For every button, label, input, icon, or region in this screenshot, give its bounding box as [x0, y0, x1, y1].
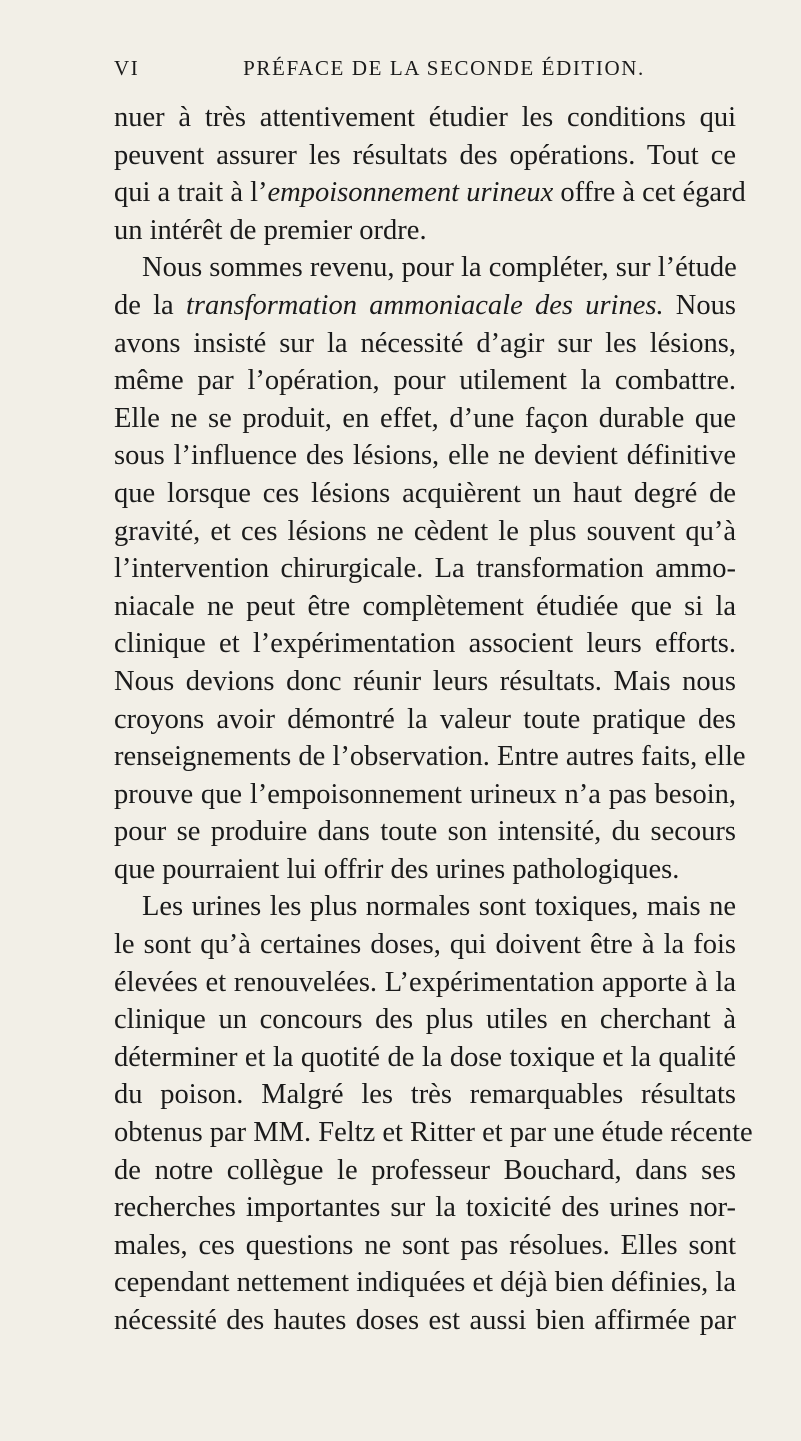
text-segment: clinique et l’expérimentation associent leurs efforts. [114, 628, 736, 660]
text-segment: déterminer et la quotité de la dose toxique et la qualité [114, 1041, 736, 1073]
text-segment: Nous sommes revenu, pour la compléter, sur l’étude [142, 252, 737, 284]
text-segment: gravité, et ces lésions ne cèdent le plus souvent qu’à [114, 515, 736, 547]
text-line [114, 137, 736, 175]
text-segment: peuvent assurer les résultats des opérations. Tout ce [114, 139, 736, 171]
text-segment: recherches importantes sur la toxicité des urines nor- [114, 1192, 736, 1224]
text-segment: niacale ne peut être complètement étudiée que si la [114, 590, 736, 622]
text-line [114, 926, 736, 964]
text-line [114, 813, 736, 851]
text-line [114, 588, 736, 626]
text-segment: offre à cet égard [553, 177, 746, 209]
text-segment: cependant nettement indiquées et déjà bien définies, la [114, 1267, 737, 1299]
text-line [114, 174, 746, 212]
text-line [114, 663, 736, 701]
text-line [114, 99, 736, 137]
text-line [114, 325, 736, 363]
text-line [114, 212, 736, 250]
text-line [114, 437, 736, 475]
text-segment: du poison. Malgré les très remarquables résultats [114, 1079, 736, 1111]
page-number: VI [114, 56, 140, 80]
text-line [114, 1227, 736, 1265]
text-segment: élevées et renouvelées. L’expérimentation apporte à la [114, 966, 736, 998]
text-segment: sous l’influence des lésions, elle ne devient définitive [114, 440, 736, 472]
text-segment: un intérêt de premier ordre. [114, 214, 427, 246]
text-segment: l’intervention chirurgicale. La transformation ammo- [114, 553, 736, 585]
text-segment: le sont qu’à certaines doses, qui doivent être à la fois [114, 929, 736, 961]
text-segment: avons insisté sur la nécessité d’agir sur les lésions, [114, 327, 736, 359]
text-segment: de la [114, 289, 186, 321]
text-segment: même par l’opération, pour utilement la combattre. [114, 365, 736, 397]
text-segment: que lorsque ces lésions acquièrent un haut degré de [114, 477, 736, 509]
italic-text: transformation ammoniacale des urines. [185, 289, 664, 321]
text-segment: Nous devions donc réunir leurs résultats. Mais nous [114, 665, 736, 697]
text-line [114, 550, 736, 588]
text-line [114, 1264, 736, 1302]
text-line [114, 400, 736, 438]
running-head [114, 56, 734, 86]
text-segment: prouve que l’empoisonnement urineux n’a pas besoin, [114, 778, 736, 810]
text-line [114, 1076, 736, 1114]
text-line [114, 1189, 736, 1227]
text-line [114, 1302, 736, 1340]
text-line [114, 964, 736, 1002]
text-line [114, 475, 736, 513]
text-segment: nuer à très attentivement étudier les conditions qui [114, 102, 736, 133]
text-line [114, 1152, 736, 1190]
running-title: PRÉFACE DE LA SECONDE ÉDITION. [243, 56, 645, 80]
body-text [114, 99, 753, 1340]
text-segment: males, ces questions ne sont pas résolues. Elles sont [114, 1229, 736, 1261]
italic-text: empoisonnement urineux [267, 177, 554, 209]
text-line [114, 625, 736, 663]
text-segment: de notre collègue le professeur Bouchard, dans ses [114, 1154, 736, 1186]
text-segment: qui a trait à l’ [114, 177, 268, 209]
text-segment: que pourraient lui offrir des urines pathologiques. [114, 853, 680, 885]
text-line [114, 287, 736, 325]
text-segment: clinique un concours des plus utiles en cherchant à [114, 1004, 736, 1036]
text-segment: pour se produire dans toute son intensité, du secours [114, 816, 736, 848]
text-line [114, 362, 736, 400]
text-line [114, 738, 746, 776]
text-segment: croyons avoir démontré la valeur toute pratique des [114, 703, 736, 735]
text-line [114, 776, 736, 814]
text-line [114, 249, 736, 287]
text-line [114, 1039, 736, 1077]
text-segment: obtenus par MM. Feltz et Ritter et par une étude récente [114, 1117, 753, 1149]
text-line [114, 1114, 753, 1152]
text-segment: nécessité des hautes doses est aussi bien affirmée par [114, 1305, 736, 1336]
text-segment: Nous [663, 289, 736, 321]
text-line [114, 513, 736, 551]
text-line [114, 701, 736, 739]
text-line [114, 851, 736, 889]
text-segment: Les urines les plus normales sont toxiques, mais ne [142, 891, 736, 923]
text-line [114, 888, 736, 926]
text-segment: Elle ne se produit, en effet, d’une façon durable que [114, 402, 736, 434]
text-line [114, 1001, 736, 1039]
text-segment: renseignements de l’observation. Entre autres faits, elle [114, 741, 746, 773]
